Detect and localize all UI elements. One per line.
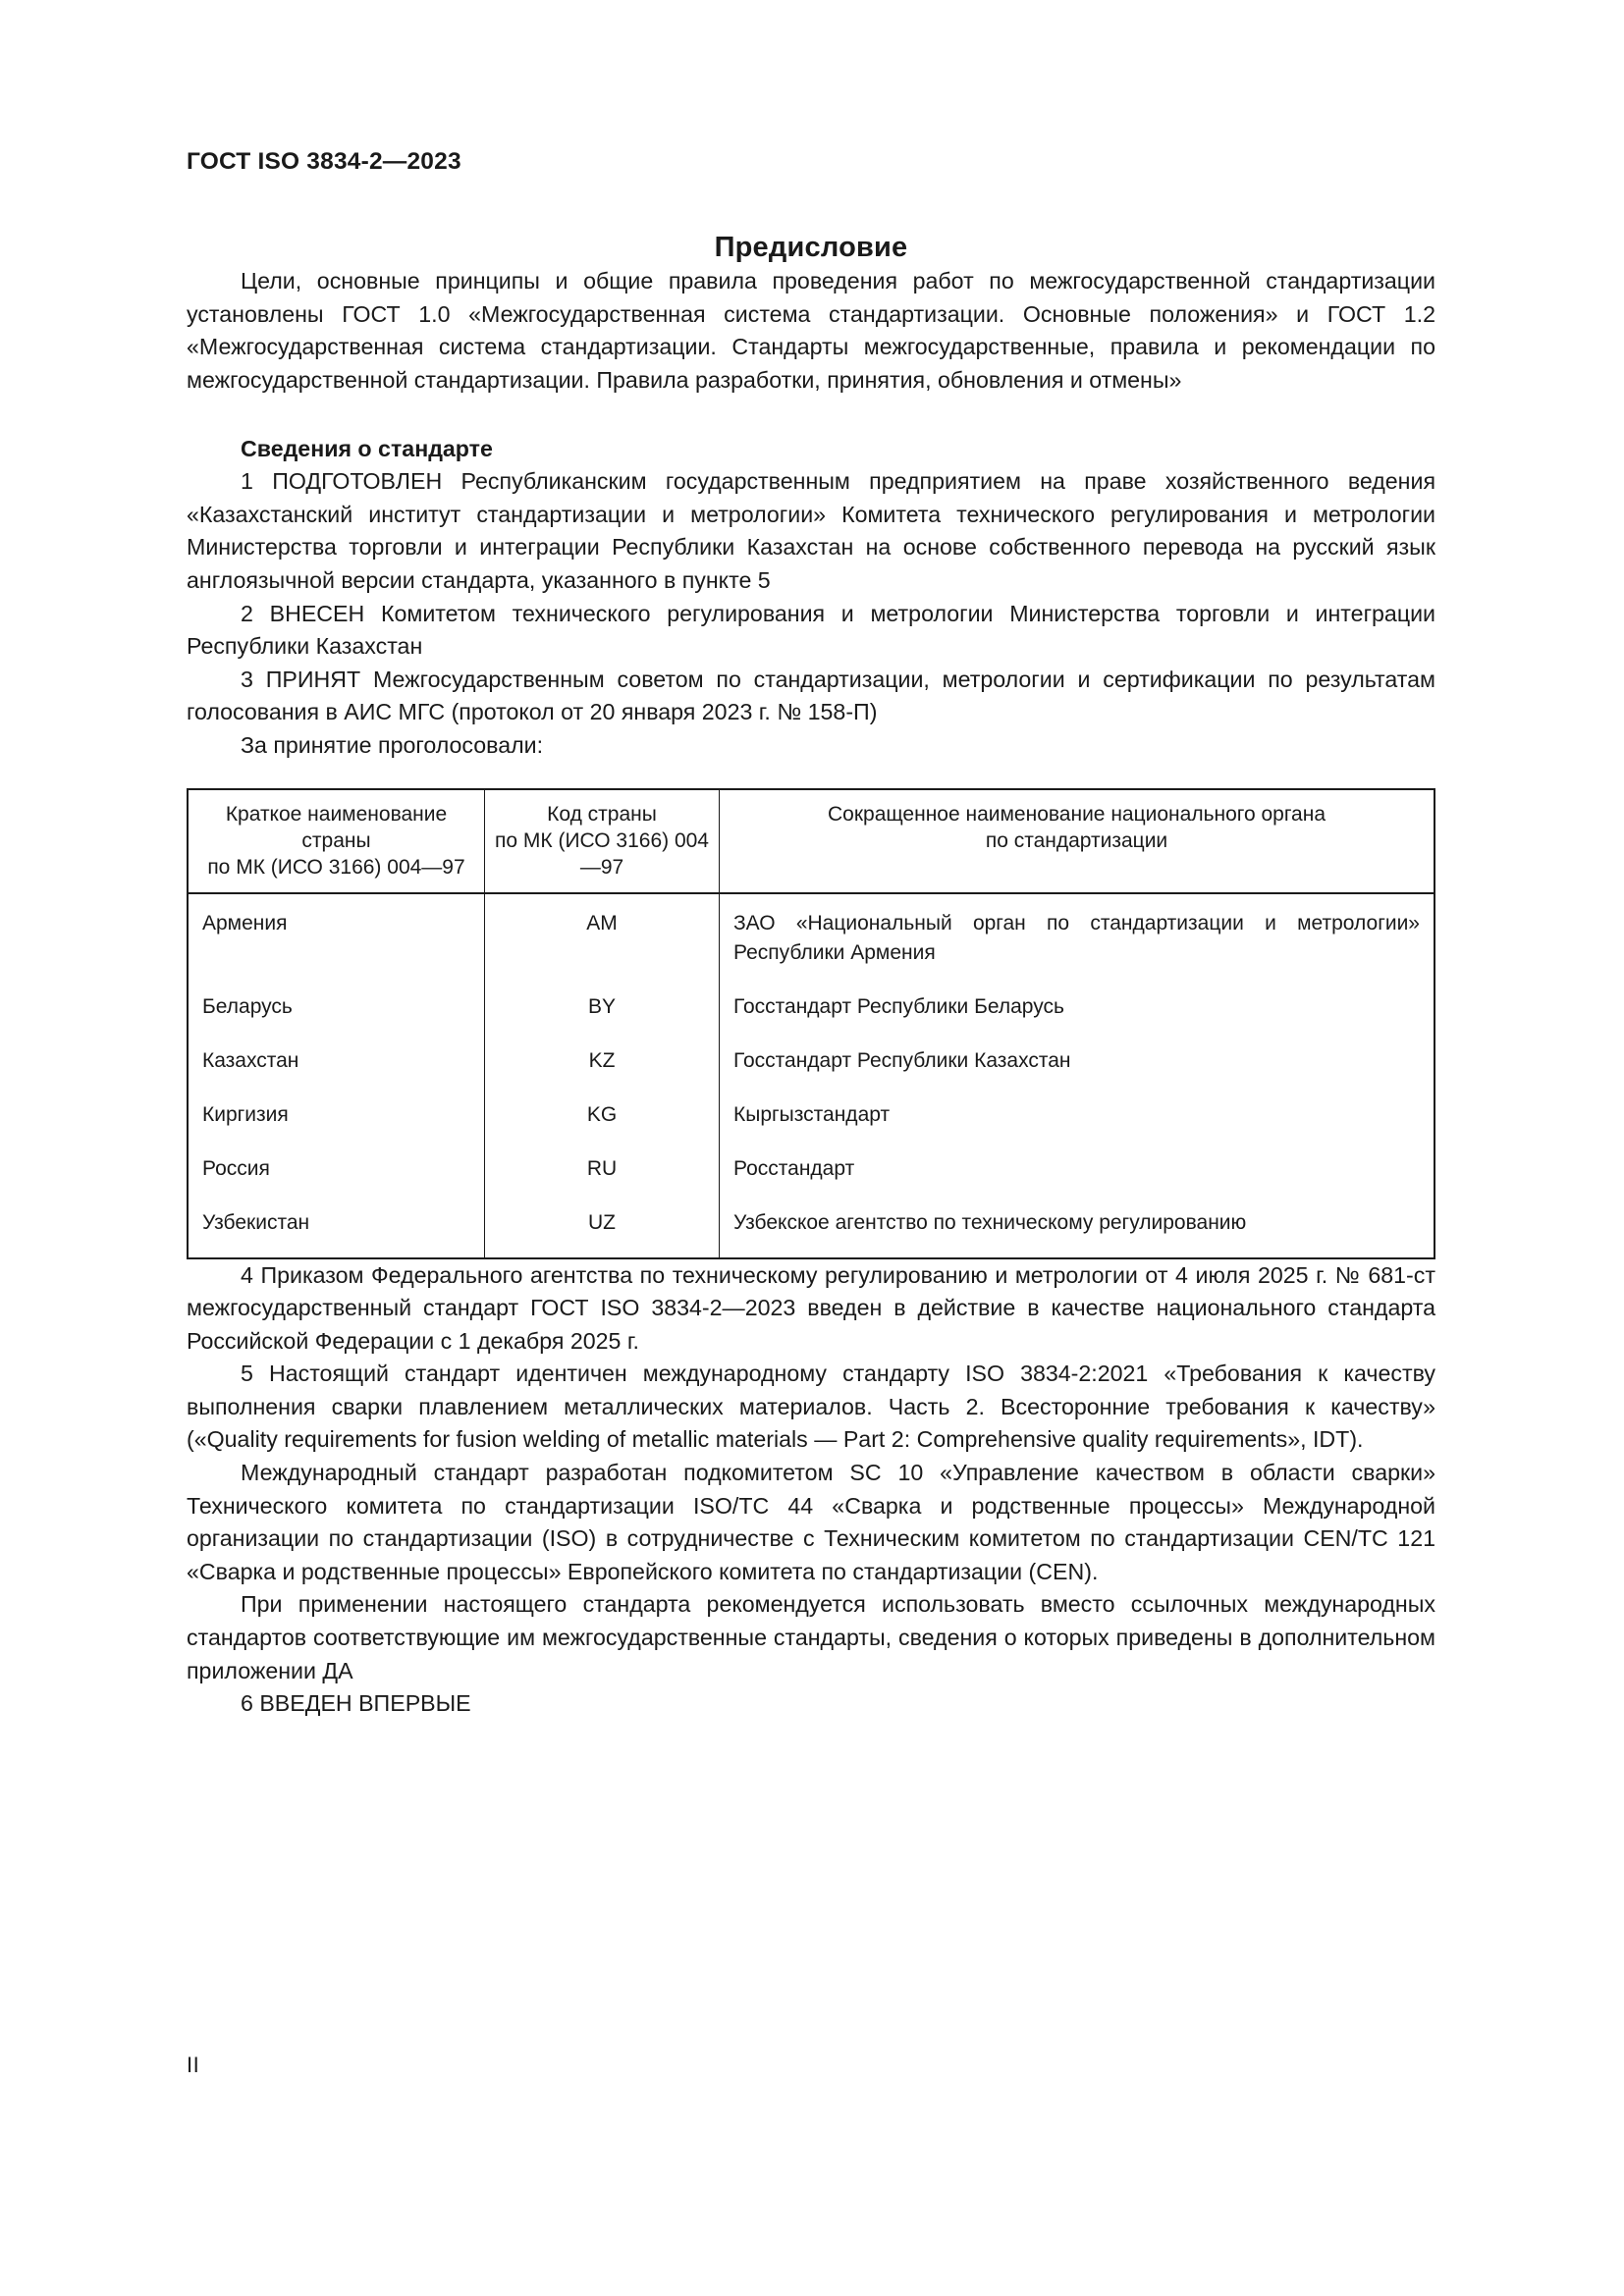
column-header-code-line2: по МК (ИСО 3166) 004—97 xyxy=(495,828,709,879)
standard-info-heading: Сведения о стандарте xyxy=(241,435,493,461)
standard-info-item-4: 4 Приказом Федерального агентства по техническому регулированию и метрологии от 4 июля 2025 г. № 681-ст межгосударственный стандарт ГОСТ ISO 3834-2—2023 введен в действие в качестве национального стандарта Российской Федерации с 1 декабря 2025 г. xyxy=(187,1261,1435,1354)
table-row xyxy=(188,1142,1435,1196)
standard-info-item-3: 3 ПРИНЯТ Межгосударственным советом по стандартизации, метрологии и сертификации по результатам голосования в АИС МГС (протокол от 20 января 2023 г. № 158-П) xyxy=(187,666,1435,725)
cell-country-code: KG xyxy=(485,1088,720,1142)
standard-info-item-5a: 5 Настоящий стандарт идентичен международному стандарту ISO 3834-2:2021 «Требования к качеству выполнения сварки плавлением металлических материалов. Часть 2. Всесторонние требования к качеству» («Quality requirements for fusion welding of metallic materials — Part 2: Comprehensive quality requirements», IDT). xyxy=(187,1361,1435,1453)
column-header-national-body xyxy=(720,789,1435,893)
column-header-country xyxy=(188,789,485,893)
column-header-country-line1: Краткое наименование страны xyxy=(225,802,448,852)
table-row xyxy=(188,1196,1435,1258)
cell-country-code: RU xyxy=(485,1142,720,1196)
column-header-code xyxy=(485,789,720,893)
cell-country-code: UZ xyxy=(485,1196,720,1258)
cell-country: Армения xyxy=(188,893,485,980)
cell-national-body: Узбекское агентство по техническому регулированию xyxy=(720,1196,1435,1258)
column-header-national-body-line1: Сокращенное наименование национального органа xyxy=(827,802,1326,826)
table-row xyxy=(188,980,1435,1034)
vote-table xyxy=(187,788,1435,1259)
standard-info-item-5b: Международный стандарт разработан подкомитетом SC 10 «Управление качеством в области сварки» Технического комитета по стандартизации ISO/TC 44 «Сварка и родственные процессы» Международной организации по стандартизации (ISO) в сотрудничестве с Техническим комитетом по стандартизации CEN/TC 121 «Сварка и родственные процессы» Европейского комитета по стандартизации (CEN). xyxy=(187,1460,1435,1584)
document-header-standard-number: ГОСТ ISO 3834-2—2023 xyxy=(187,148,461,175)
intro-paragraph: Цели, основные принципы и общие правила проведения работ по межгосударственной стандартизации установлены ГОСТ 1.0 «Межгосударственная система стандартизации. Основные положения» и ГОСТ 1.2 «Межгосударственная система стандартизации. Стандарты межгосударственные, правила и рекомендации по межгосударственной стандартизации. Правила разработки, принятия, обновления и отмены» xyxy=(187,268,1435,393)
standard-info-item-1: 1 ПОДГОТОВЛЕН Республиканским государственным предприятием на праве хозяйственного ведения «Казахстанский институт стандартизации и метрологии» Комитета технического регулирования и метрологии Министерства торговли и интеграции Республики Казахстан на основе собственного перевода на русский язык англоязычной версии стандарта, указанного в пункте 5 xyxy=(187,468,1435,593)
standard-info-item-5c: При применении настоящего стандарта рекомендуется использовать вместо ссылочных международных стандартов соответствующие им межгосударственные стандарты, сведения о которых приведены в дополнительном приложении ДА xyxy=(187,1591,1435,1683)
cell-country: Казахстан xyxy=(188,1034,485,1088)
cell-country: Россия xyxy=(188,1142,485,1196)
cell-national-body: Госстандарт Республики Беларусь xyxy=(720,980,1435,1034)
cell-country-code: BY xyxy=(485,980,720,1034)
vote-table-header-row xyxy=(188,789,1435,893)
vote-table-head xyxy=(188,789,1435,893)
vote-table-body xyxy=(188,893,1435,1258)
standard-info-item-2: 2 ВНЕСЕН Комитетом технического регулирования и метрологии Министерства торговли и интеграции Республики Казахстан xyxy=(187,600,1435,660)
cell-national-body: Росстандарт xyxy=(720,1142,1435,1196)
cell-country-code: KZ xyxy=(485,1034,720,1088)
vote-table-wrapper xyxy=(187,788,1435,1259)
table-row xyxy=(188,1034,1435,1088)
table-row xyxy=(188,1088,1435,1142)
cell-national-body: Кыргызстандарт xyxy=(720,1088,1435,1142)
cell-country: Беларусь xyxy=(188,980,485,1034)
column-header-country-line2: по МК (ИСО 3166) 004—97 xyxy=(207,855,465,879)
cell-country-code: AM xyxy=(485,893,720,980)
cell-country: Узбекистан xyxy=(188,1196,485,1258)
standard-info-item-6: 6 ВВЕДЕН ВПЕРВЫЕ xyxy=(241,1690,471,1717)
column-header-code-line1: Код страны xyxy=(547,802,657,826)
page-content xyxy=(187,147,1435,1721)
page-title: Предисловие xyxy=(714,232,908,264)
page-number: II xyxy=(187,2053,200,2077)
cell-national-body: Госстандарт Республики Казахстан xyxy=(720,1034,1435,1088)
cell-country: Киргизия xyxy=(188,1088,485,1142)
table-row xyxy=(188,893,1435,980)
vote-intro-text: За принятие проголосовали: xyxy=(241,731,544,758)
column-header-national-body-line2: по стандартизации xyxy=(985,828,1168,852)
cell-national-body: ЗАО «Национальный орган по стандартизации и метрологии» Республики Армения xyxy=(720,893,1435,980)
